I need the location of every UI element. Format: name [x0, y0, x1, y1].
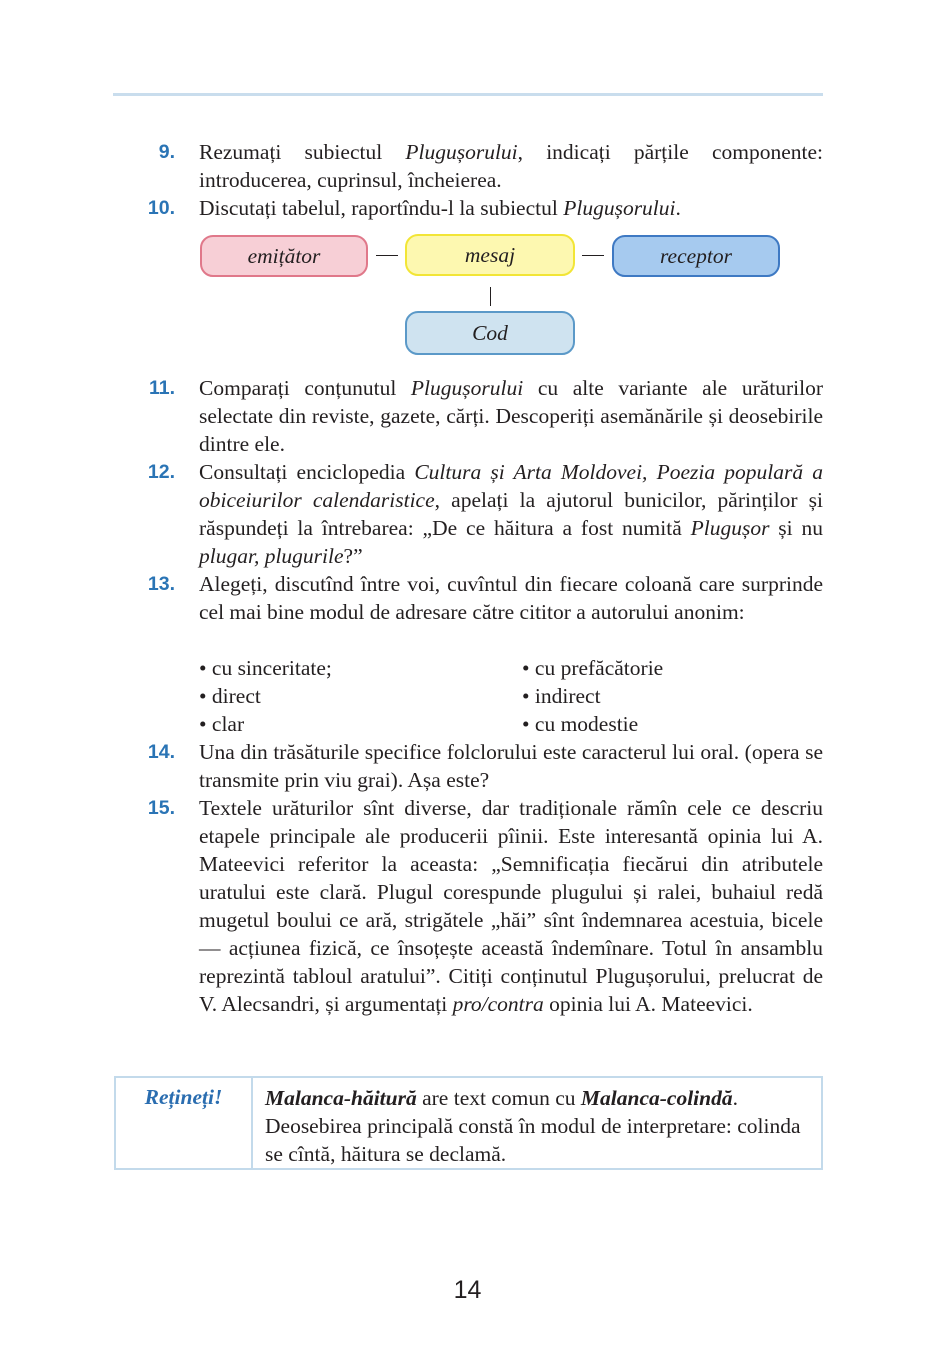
- text-segment: Malanca-hăitură: [265, 1086, 417, 1110]
- text-segment: , apelați la ajutorul bunicilor, părinților și răspundeți la întrebarea: „De ce hăitura a fost numită: [199, 488, 824, 540]
- text-segment: Malanca-colindă: [580, 1086, 733, 1110]
- diagram-box-emitator: emițător: [200, 235, 368, 277]
- text-segment: plugar, plugurile: [199, 544, 344, 568]
- diagram-connector: [490, 287, 491, 306]
- question-text: [199, 570, 823, 626]
- text-segment: cu alte variante ale urăturilor selectate din reviste, gazete, cărți. Descoperiți asemănările și deosebirile dintre ele.: [199, 376, 824, 456]
- text-segment: Alegeți, discutînd între voi, cuvîntul din fiecare coloană care surprinde cel mai bine modul de adresare către cititor a autorului anonim:: [199, 572, 823, 624]
- option-right-3: • cu modestie: [522, 712, 639, 736]
- question-text: [199, 738, 823, 794]
- text-segment: Cultura și Arta Moldovei, Poezia populară a obiceiurilor calendaristice: [199, 460, 823, 512]
- text-segment: Rezumați subiectul: [199, 140, 406, 164]
- text-segment: și nu: [769, 516, 823, 540]
- option-right-2: • indirect: [522, 684, 601, 708]
- diagram-box-mesaj: mesaj: [405, 234, 575, 276]
- communication-diagram: [0, 0, 935, 360]
- text-segment: Discutați tabelul, raportîndu-l la subiectul: [199, 196, 564, 220]
- text-segment: are text comun cu: [416, 1086, 581, 1110]
- question-13: [113, 570, 823, 626]
- diagram-connector: [582, 255, 604, 256]
- page-number: 14: [453, 1276, 482, 1304]
- question-14: [113, 738, 823, 794]
- question-12: [113, 458, 823, 570]
- option-right-1: • cu prefăcătorie: [522, 656, 664, 680]
- text-segment: ?”: [343, 544, 363, 568]
- remember-label: Rețineți!: [116, 1078, 253, 1168]
- question-text: [199, 458, 823, 570]
- question-text: [199, 794, 823, 1018]
- question-number: 10.: [147, 197, 175, 219]
- diagram-connector: [376, 255, 398, 256]
- diagram-box-cod: Cod: [405, 311, 575, 355]
- text-segment: Consultați enciclopedia: [199, 460, 415, 484]
- diagram-box-receptor: receptor: [612, 235, 780, 277]
- text-segment: opinia lui A. Mateevici.: [543, 992, 753, 1016]
- option-left-1: • cu sinceritate;: [199, 656, 332, 680]
- text-segment: . Deosebirea principală constă în modul de interpretare: colinda se cîntă, hăitura se declamă.: [265, 1086, 801, 1166]
- question-number: 14.: [147, 741, 175, 763]
- text-segment: Textele urăturilor sînt diverse, dar tradiționale rămîn cele ce descriu etapele principale ale producerii pîinii. Este interesantă opinia lui A. Mateevici referitor la aceasta: „Semnificația fiecărui din atributele uratului este clară. Plugul corespunde plugului și ralei, buhaiul redă mugetul boului ce ară, strigătele „hăi” sînt îndemnarea acestuia, bicele — acțiunea fizică, ce însoțește această îndemînare. Totul în ansamblu reprezintă tabloul aratului”. Citiți conținutul Plugușorului, prelucrat de V. Alecsandri, și argumentați: [199, 796, 823, 1016]
- text-segment: pro/contra: [452, 992, 544, 1016]
- text-segment: , indicați părțile componente: introducerea, cuprinsul, încheierea.: [199, 140, 823, 192]
- question-15: [113, 794, 823, 1018]
- question-number: 11.: [148, 377, 175, 399]
- text-segment: Una din trăsăturile specifice folclorului este caracterul lui oral. (opera se transmite prin viu grai). Așa este?: [199, 740, 823, 792]
- text-segment: .: [675, 196, 681, 220]
- question-number: 13.: [147, 573, 175, 595]
- remember-text: [265, 1084, 815, 1168]
- text-segment: Plugușor: [690, 516, 770, 540]
- question-text: [199, 374, 823, 458]
- question-number: 12.: [147, 461, 175, 483]
- question-11: [113, 374, 823, 458]
- question-number: 9.: [158, 141, 175, 163]
- option-left-3: • clar: [199, 712, 245, 736]
- option-left-2: • direct: [199, 684, 261, 708]
- remember-box: [114, 1076, 823, 1170]
- text-segment: Plugușorului: [563, 196, 676, 220]
- text-segment: Plugușorului: [410, 376, 524, 400]
- text-segment: Plugușorului: [405, 140, 518, 164]
- text-segment: Comparați conțunutul: [199, 376, 411, 400]
- question-number: 15.: [147, 797, 175, 819]
